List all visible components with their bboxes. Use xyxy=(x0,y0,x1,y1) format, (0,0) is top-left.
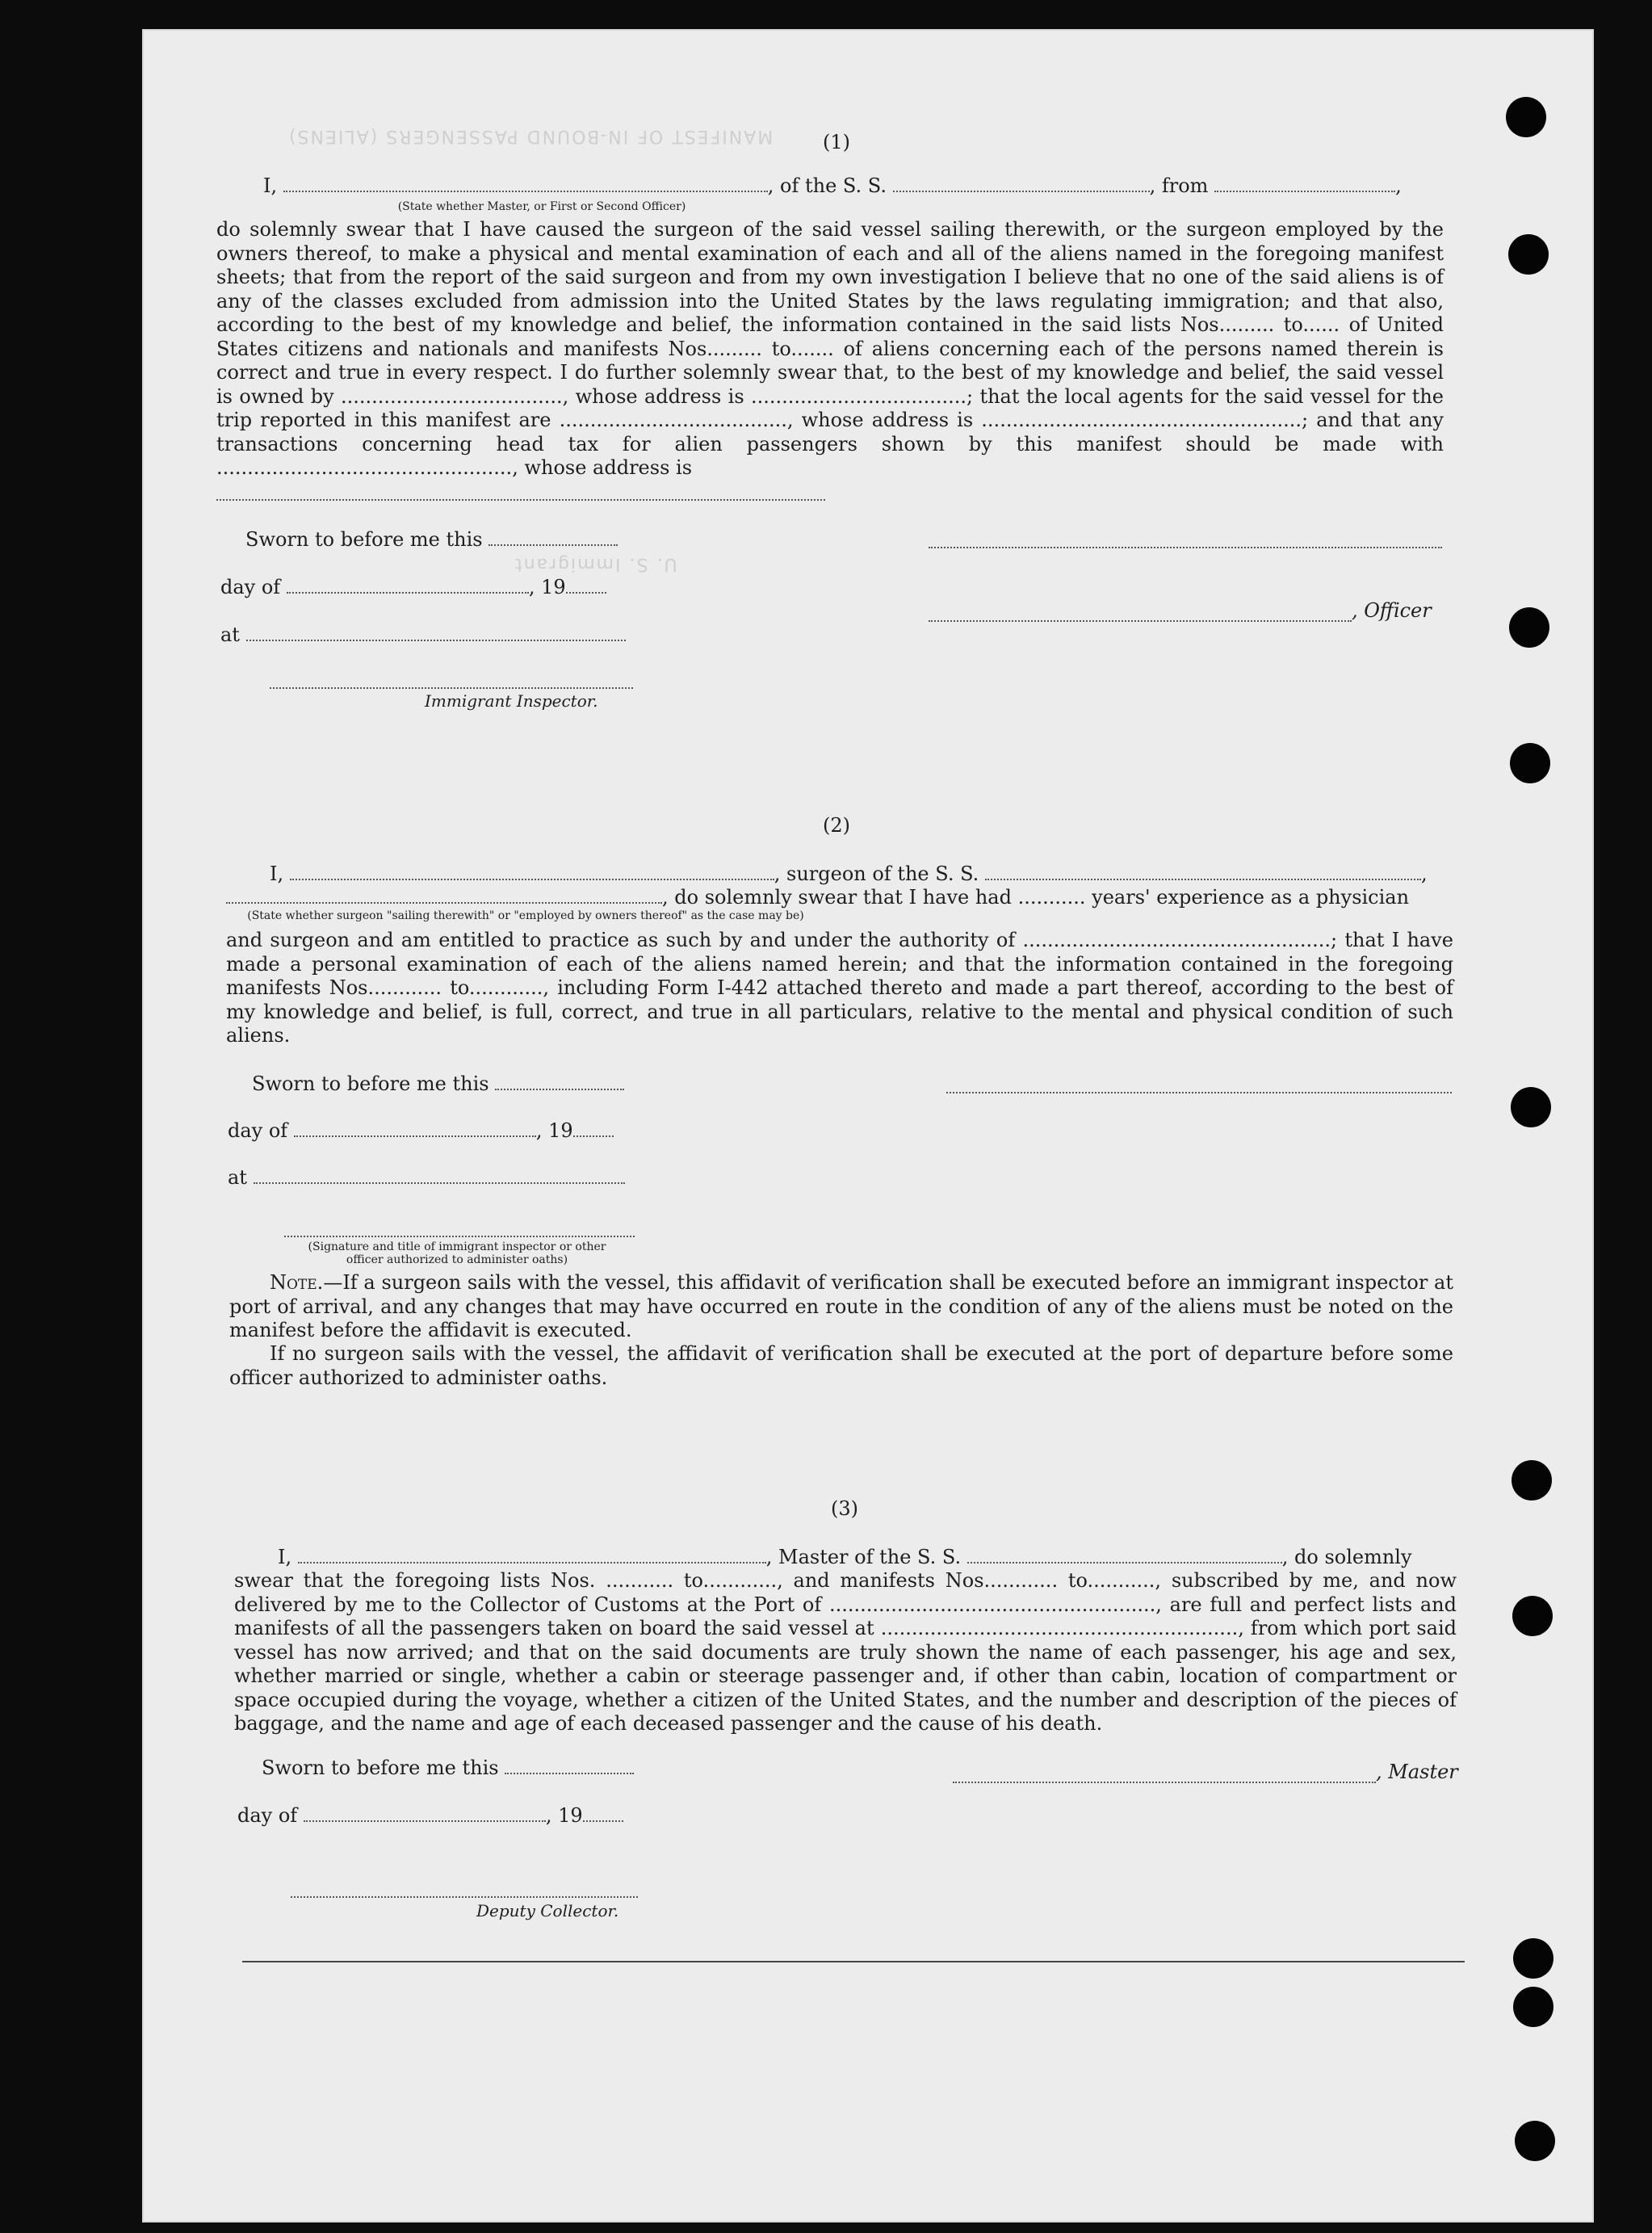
deputy-collector-label: Deputy Collector. xyxy=(476,1901,619,1920)
section-3-number: (3) xyxy=(831,1497,858,1520)
sworn-date-field[interactable] xyxy=(488,544,618,546)
inspector-signature-line-2[interactable] xyxy=(284,1236,635,1237)
section-2-sworn-line: Sworn to before me this xyxy=(252,1072,624,1095)
address-line[interactable] xyxy=(216,499,825,501)
section-1-at-line: at xyxy=(220,623,626,646)
officer-signature-line[interactable] xyxy=(929,547,1442,548)
section-2-note-2: If no surgeon sails with the vessel, the affidavit of verification shall be executed at the port of departure before some officer authorized to administer oaths. xyxy=(229,1342,1453,1389)
place-field[interactable] xyxy=(246,640,626,641)
section-2-oath-text: and surgeon and am entitled to practice as such by and under the authority of ..................................................; that I have made a personal examination of each of the aliens named herein; and that the information contained in the foregoing manifests Nos............ to............, including Form I-442 attached thereto and made a part thereof, according to the best of my knowledge and belief, is full, correct, and true in all particulars, relative to the mental and physical condition of such aliens. xyxy=(226,929,1453,1047)
master-name-field[interactable] xyxy=(298,1562,766,1564)
departure-port-field[interactable] xyxy=(1214,191,1395,192)
day-month-field[interactable] xyxy=(287,592,529,594)
place-field-2[interactable] xyxy=(254,1182,625,1184)
master-signature-line[interactable] xyxy=(953,1782,1376,1783)
year-field-3[interactable] xyxy=(583,1820,623,1822)
section-2-note: Note.—If a surgeon sails with the vessel, this affidavit of verification shall be executed before an immigrant inspector at port of arrival, and any changes that may have occurred en route in the condition of any of the aliens must be noted on the manifest before the affidavit is executed. xyxy=(229,1271,1453,1341)
punch-hole xyxy=(1506,97,1546,137)
punch-hole xyxy=(1508,234,1549,275)
punch-hole xyxy=(1510,743,1550,783)
master-label: , Master xyxy=(1376,1761,1458,1783)
vessel-name-field[interactable] xyxy=(893,191,1150,192)
officer-title-line[interactable] xyxy=(929,620,1352,622)
bleed-through-text: MANIFEST OF IN-BOUND PASSENGERS (ALIENS) xyxy=(287,126,774,146)
officer-label: , Officer xyxy=(1352,599,1432,622)
section-3-oath-line: I, , Master of the S. S. , do solemnly xyxy=(278,1546,1412,1568)
year-field[interactable] xyxy=(566,592,606,594)
sworn-date-field-3[interactable] xyxy=(505,1773,634,1774)
year-field-2[interactable] xyxy=(573,1135,614,1137)
punch-hole xyxy=(1515,2121,1555,2161)
surgeon-status-field[interactable] xyxy=(226,902,662,904)
section-2-day-line: day of , 19 xyxy=(228,1119,614,1142)
punch-hole xyxy=(1509,607,1549,648)
surgeon-signature-line[interactable] xyxy=(946,1092,1452,1093)
section-1-number: (1) xyxy=(823,131,850,153)
section-1-oath-line: I, , of the S. S. , from , xyxy=(263,174,1402,197)
signature-title-note: (Signature and title of immigrant inspector or other officer authorized to administer oaths) xyxy=(308,1240,606,1266)
immigrant-inspector-label: Immigrant Inspector. xyxy=(425,691,598,711)
officer-name-field[interactable] xyxy=(283,191,768,192)
vessel-name-field-2[interactable] xyxy=(985,879,1421,880)
section-3-sworn-line: Sworn to before me this xyxy=(262,1757,634,1779)
punch-hole xyxy=(1512,1460,1552,1501)
section-1-oath-text: do solemnly swear that I have caused the surgeon of the said vessel sailing therewith, or the surgeon employed by the owners thereof, to make a physical and mental examination of each and all of the aliens named in the foregoing manifest sheets; that from the report of the said surgeon and from my own investigation I believe that no one of the said aliens is of any of the classes excluded from admission into the United States by the laws regulating immigration; and that also, according to the best of my knowledge and belief, the information contained in the said lists Nos......... to...... of United States citizens and nationals and manifests Nos......... to....... of aliens concerning each of the persons named therein is correct and true in every respect. I do further solemnly swear that, to the best of my knowledge and belief, the said vessel is owned by ...................................., whose address is ...................................; that the local agents for the said vessel for the trip reported in this manifest are ....................................., whose address is ....................................................; and that any transactions concerning head tax for alien passengers shown by this manifest should be made with ................................................, whose address is xyxy=(216,218,1444,479)
section-1-officer-note: (State whether Master, or First or Second Officer) xyxy=(397,200,686,213)
collector-signature-line[interactable] xyxy=(291,1896,638,1898)
surgeon-name-field[interactable] xyxy=(290,879,774,880)
punch-hole xyxy=(1511,1087,1551,1127)
day-month-field-2[interactable] xyxy=(294,1135,536,1137)
punch-hole xyxy=(1513,1987,1553,2027)
day-month-field-3[interactable] xyxy=(304,1820,546,1822)
section-1-day-line: day of , 19 xyxy=(220,576,606,598)
vessel-name-field-3[interactable] xyxy=(967,1562,1282,1564)
section-2-surgeon-note: (State whether surgeon "sailing therewith" or "employed by owners thereof" as the case may be) xyxy=(247,909,804,922)
section-3-oath-text: swear that the foregoing lists Nos. ........... to............, and manifests Nos............ to..........., subscribed by me, and now delivered by me to the Collector of Customs at the Port of ....................................................., are full and perfect lists and manifests of all the passengers taken on board the said vessel at .........................................................., from which port said vessel has now arrived; and that on the said documents are truly shown the name of each passenger, his age and sex, whether married or single, whether a cabin or steerage passenger and, if other than cabin, location of compartment or space occupied during the voyage, whether a citizen of the United States, and the number and description of the pieces of baggage, and the name and age of each deceased passenger and the cause of his death. xyxy=(234,1569,1457,1735)
bottom-rule xyxy=(242,1961,1465,1962)
section-2-oath-line: I, , surgeon of the S. S. , xyxy=(270,863,1428,885)
sworn-date-field-2[interactable] xyxy=(495,1089,624,1090)
form-page xyxy=(142,29,1594,2223)
section-2-number: (2) xyxy=(823,814,850,837)
section-1-sworn-line: Sworn to before me this xyxy=(245,528,618,551)
punch-hole xyxy=(1512,1596,1553,1636)
section-2-at-line: at xyxy=(228,1166,625,1189)
section-2-status-line: , do solemnly swear that I have had ........... years' experience as a physician xyxy=(226,886,1409,909)
punch-hole xyxy=(1513,1938,1553,1979)
section-3-day-line: day of , 19 xyxy=(237,1804,623,1827)
inspector-signature-line[interactable] xyxy=(270,687,633,689)
bleed-through-text: U. S. Immigrant xyxy=(514,554,677,574)
